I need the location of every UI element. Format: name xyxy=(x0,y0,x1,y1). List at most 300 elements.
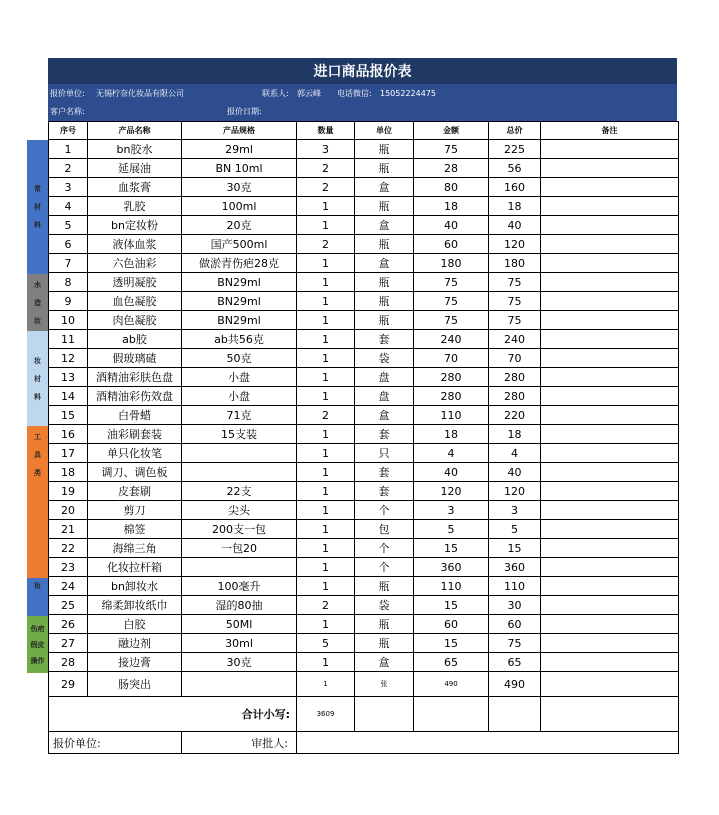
table-row xyxy=(49,634,679,653)
unit[interactable]: 盒 xyxy=(355,178,414,197)
column-header: 总价 xyxy=(489,122,541,140)
category-tools xyxy=(27,426,48,578)
product-name[interactable]: 调刀、调色板 xyxy=(88,463,182,482)
row-number[interactable]: 20 xyxy=(49,501,88,520)
unit-price[interactable]: 240 xyxy=(414,330,489,349)
row-number[interactable]: 17 xyxy=(49,444,88,463)
line-total[interactable]: 220 xyxy=(489,406,541,425)
category-char: 常 xyxy=(34,185,41,193)
category-char: 假皮 xyxy=(30,640,45,649)
product-name[interactable]: 液体血浆 xyxy=(88,235,182,254)
table-row xyxy=(49,539,679,558)
remark[interactable] xyxy=(541,634,679,653)
unit-price[interactable]: 40 xyxy=(414,216,489,235)
phone-value[interactable]: 15052224475 xyxy=(380,89,436,98)
product-name[interactable]: 油彩刷套装 xyxy=(88,425,182,444)
line-total[interactable]: 225 xyxy=(489,140,541,159)
remark[interactable] xyxy=(541,463,679,482)
product-name[interactable]: 接边膏 xyxy=(88,653,182,672)
unit-price[interactable]: 120 xyxy=(414,482,489,501)
quantity[interactable]: 1 xyxy=(297,216,355,235)
unit-price[interactable]: 280 xyxy=(414,387,489,406)
product-name[interactable]: 化妆拉杆箱 xyxy=(88,558,182,577)
table-row xyxy=(49,387,679,406)
unit[interactable]: 袋 xyxy=(355,596,414,615)
product-name[interactable]: 棉签 xyxy=(88,520,182,539)
row-number[interactable]: 13 xyxy=(49,368,88,387)
unit-price[interactable]: 28 xyxy=(414,159,489,178)
product-spec[interactable]: 29ml xyxy=(182,140,297,159)
category-char: 材 xyxy=(34,374,41,383)
unit[interactable]: 瓶 xyxy=(355,311,414,330)
quantity[interactable]: 1 xyxy=(297,273,355,292)
product-spec[interactable]: 200支一包 xyxy=(182,520,297,539)
quantity[interactable]: 3 xyxy=(297,140,355,159)
table-header-row xyxy=(49,122,679,140)
remark[interactable] xyxy=(541,197,679,216)
quantity[interactable]: 1 xyxy=(297,197,355,216)
line-total[interactable]: 60 xyxy=(489,615,541,634)
quantity[interactable]: 1 xyxy=(297,615,355,634)
product-name[interactable]: ab胶 xyxy=(88,330,182,349)
remark[interactable] xyxy=(541,140,679,159)
row-number[interactable]: 16 xyxy=(49,425,88,444)
category-scar-skin xyxy=(27,616,48,673)
unit-price[interactable]: 280 xyxy=(414,368,489,387)
table-row xyxy=(49,615,679,634)
product-name[interactable]: 透明凝胶 xyxy=(88,273,182,292)
remark[interactable] xyxy=(541,216,679,235)
unit-price[interactable]: 3 xyxy=(414,501,489,520)
quantity[interactable]: 2 xyxy=(297,159,355,178)
unit-price[interactable]: 18 xyxy=(414,425,489,444)
remark[interactable] xyxy=(541,501,679,520)
line-total[interactable]: 18 xyxy=(489,197,541,216)
product-name[interactable]: 融边剂 xyxy=(88,634,182,653)
line-total[interactable]: 75 xyxy=(489,634,541,653)
remark[interactable] xyxy=(541,330,679,349)
product-spec[interactable]: 湿的80抽 xyxy=(182,596,297,615)
unit[interactable]: 套 xyxy=(355,482,414,501)
row-number[interactable]: 27 xyxy=(49,634,88,653)
unit-price[interactable]: 80 xyxy=(414,178,489,197)
quantity[interactable]: 1 xyxy=(297,672,355,697)
quantity[interactable]: 5 xyxy=(297,634,355,653)
unit[interactable]: 瓶 xyxy=(355,273,414,292)
unit[interactable]: 盒 xyxy=(355,653,414,672)
unit[interactable]: 盘 xyxy=(355,387,414,406)
quantity[interactable]: 1 xyxy=(297,311,355,330)
line-total[interactable]: 120 xyxy=(489,235,541,254)
line-total[interactable]: 3 xyxy=(489,501,541,520)
column-header: 单位 xyxy=(355,122,414,140)
info-row-company xyxy=(48,84,677,103)
unit-price[interactable]: 15 xyxy=(414,539,489,558)
row-number[interactable]: 22 xyxy=(49,539,88,558)
line-total[interactable]: 280 xyxy=(489,387,541,406)
quantity[interactable]: 1 xyxy=(297,501,355,520)
unit-price[interactable]: 15 xyxy=(414,596,489,615)
table-row xyxy=(49,159,679,178)
product-spec[interactable]: 做淤青伤疤28克 xyxy=(182,254,297,273)
table-row xyxy=(49,672,679,697)
unit-price[interactable]: 40 xyxy=(414,463,489,482)
product-name[interactable]: 血色凝胶 xyxy=(88,292,182,311)
contact-label: 联系人: xyxy=(262,89,289,98)
unit[interactable]: 瓶 xyxy=(355,197,414,216)
product-name[interactable]: 假玻璃碴 xyxy=(88,349,182,368)
row-number[interactable]: 19 xyxy=(49,482,88,501)
empty-cell[interactable] xyxy=(414,697,489,732)
quote-unit-value[interactable]: 无锡柠奈化妆品有限公司 xyxy=(96,89,184,98)
unit[interactable]: 瓶 xyxy=(355,292,414,311)
table-row xyxy=(49,330,679,349)
category-char: 料 xyxy=(34,221,41,229)
product-spec[interactable]: 20克 xyxy=(182,216,297,235)
quote-table xyxy=(48,121,679,754)
sheet-title: 进口商品报价表 xyxy=(48,58,677,84)
product-spec[interactable]: 71克 xyxy=(182,406,297,425)
line-total[interactable]: 40 xyxy=(489,463,541,482)
row-number[interactable]: 11 xyxy=(49,330,88,349)
row-number[interactable]: 26 xyxy=(49,615,88,634)
unit[interactable]: 个 xyxy=(355,539,414,558)
quantity[interactable]: 1 xyxy=(297,463,355,482)
remark[interactable] xyxy=(541,482,679,501)
product-spec[interactable]: 15支装 xyxy=(182,425,297,444)
category-char: 水 xyxy=(34,280,41,289)
table-row xyxy=(49,368,679,387)
product-name[interactable]: 海绵三角 xyxy=(88,539,182,558)
quantity[interactable]: 1 xyxy=(297,349,355,368)
empty-cell[interactable] xyxy=(355,697,414,732)
footer-row xyxy=(49,732,679,754)
line-total[interactable]: 490 xyxy=(489,672,541,697)
unit[interactable]: 瓶 xyxy=(355,634,414,653)
remark[interactable] xyxy=(541,653,679,672)
line-total[interactable]: 15 xyxy=(489,539,541,558)
product-spec[interactable] xyxy=(182,672,297,697)
row-number[interactable]: 6 xyxy=(49,235,88,254)
phone-label: 电话微信: xyxy=(337,89,372,98)
footer-approver-value[interactable] xyxy=(297,732,679,754)
quote-unit-label: 报价单位: xyxy=(50,89,85,98)
line-total[interactable]: 75 xyxy=(489,292,541,311)
remark[interactable] xyxy=(541,406,679,425)
footer-quote-unit-label: 报价单位: xyxy=(49,732,182,754)
quantity[interactable]: 2 xyxy=(297,235,355,254)
product-spec[interactable]: 小盘 xyxy=(182,368,297,387)
remark[interactable] xyxy=(541,254,679,273)
customer-label: 客户名称: xyxy=(50,107,85,116)
product-spec[interactable]: BN 10ml xyxy=(182,159,297,178)
unit[interactable]: 个 xyxy=(355,558,414,577)
row-number[interactable]: 12 xyxy=(49,349,88,368)
product-spec[interactable] xyxy=(182,444,297,463)
row-number[interactable]: 21 xyxy=(49,520,88,539)
row-number[interactable]: 14 xyxy=(49,387,88,406)
unit[interactable]: 瓶 xyxy=(355,577,414,596)
table-row xyxy=(49,235,679,254)
quantity[interactable]: 1 xyxy=(297,330,355,349)
line-total[interactable]: 70 xyxy=(489,349,541,368)
quantity[interactable]: 1 xyxy=(297,254,355,273)
unit-price[interactable]: 5 xyxy=(414,520,489,539)
footer-approver-label: 审批人: xyxy=(182,732,297,754)
remark[interactable] xyxy=(541,444,679,463)
unit-price[interactable]: 18 xyxy=(414,197,489,216)
remark[interactable] xyxy=(541,368,679,387)
category-char: 造 xyxy=(34,298,41,307)
quantity[interactable]: 1 xyxy=(297,444,355,463)
remark[interactable] xyxy=(541,235,679,254)
unit[interactable]: 张 xyxy=(355,672,414,697)
category-makeup-materials xyxy=(27,331,48,426)
quantity[interactable]: 1 xyxy=(297,539,355,558)
unit[interactable]: 盒 xyxy=(355,216,414,235)
product-spec[interactable]: 100ml xyxy=(182,197,297,216)
quantity[interactable]: 1 xyxy=(297,482,355,501)
row-number[interactable]: 7 xyxy=(49,254,88,273)
unit[interactable]: 瓶 xyxy=(355,159,414,178)
row-number[interactable]: 23 xyxy=(49,558,88,577)
subtotal-label: 合计小写: xyxy=(49,697,297,732)
product-spec[interactable]: 30克 xyxy=(182,178,297,197)
quantity[interactable]: 1 xyxy=(297,558,355,577)
category-char: 妆 xyxy=(34,316,41,325)
quantity[interactable]: 1 xyxy=(297,520,355,539)
line-total[interactable]: 75 xyxy=(489,273,541,292)
unit[interactable]: 只 xyxy=(355,444,414,463)
quantity[interactable]: 1 xyxy=(297,387,355,406)
category-char: 类 xyxy=(34,469,41,477)
unit-price[interactable]: 180 xyxy=(414,254,489,273)
unit[interactable]: 盒 xyxy=(355,406,414,425)
table-row xyxy=(49,216,679,235)
table-row xyxy=(49,501,679,520)
row-number[interactable]: 4 xyxy=(49,197,88,216)
line-total[interactable]: 75 xyxy=(489,311,541,330)
unit-price[interactable]: 75 xyxy=(414,140,489,159)
row-number[interactable]: 18 xyxy=(49,463,88,482)
product-name[interactable]: 单只化妆笔 xyxy=(88,444,182,463)
unit-price[interactable]: 110 xyxy=(414,406,489,425)
product-name[interactable]: 酒精油彩肤色盘 xyxy=(88,368,182,387)
line-total[interactable]: 18 xyxy=(489,425,541,444)
product-spec[interactable] xyxy=(182,463,297,482)
product-spec[interactable]: 30ml xyxy=(182,634,297,653)
product-name[interactable]: 六色油彩 xyxy=(88,254,182,273)
remark[interactable] xyxy=(541,615,679,634)
table-row xyxy=(49,596,679,615)
quote-date-label: 报价日期: xyxy=(227,107,262,116)
table-row xyxy=(49,254,679,273)
table-row xyxy=(49,520,679,539)
remark[interactable] xyxy=(541,292,679,311)
product-spec[interactable]: 100毫升 xyxy=(182,577,297,596)
row-number[interactable]: 15 xyxy=(49,406,88,425)
product-name[interactable]: 乳胶 xyxy=(88,197,182,216)
product-spec[interactable]: 一包20 xyxy=(182,539,297,558)
table-row xyxy=(49,653,679,672)
empty-cell[interactable] xyxy=(489,697,541,732)
table-row xyxy=(49,292,679,311)
line-total[interactable]: 40 xyxy=(489,216,541,235)
row-number[interactable]: 29 xyxy=(49,672,88,697)
quantity[interactable]: 1 xyxy=(297,577,355,596)
line-total[interactable]: 280 xyxy=(489,368,541,387)
product-spec[interactable]: 50克 xyxy=(182,349,297,368)
quantity[interactable]: 1 xyxy=(297,653,355,672)
quantity[interactable]: 2 xyxy=(297,178,355,197)
product-spec[interactable]: 尖头 xyxy=(182,501,297,520)
row-number[interactable]: 1 xyxy=(49,140,88,159)
row-number[interactable]: 9 xyxy=(49,292,88,311)
product-spec[interactable]: 50Ml xyxy=(182,615,297,634)
product-name[interactable]: 白胶 xyxy=(88,615,182,634)
product-name[interactable]: 肠突出 xyxy=(88,672,182,697)
unit[interactable]: 瓶 xyxy=(355,615,414,634)
line-total[interactable]: 56 xyxy=(489,159,541,178)
remark[interactable] xyxy=(541,159,679,178)
line-total[interactable]: 120 xyxy=(489,482,541,501)
product-spec[interactable] xyxy=(182,558,297,577)
category-char: 具 xyxy=(34,451,41,459)
product-spec[interactable]: 22支 xyxy=(182,482,297,501)
product-spec[interactable]: 小盘 xyxy=(182,387,297,406)
unit-price[interactable]: 75 xyxy=(414,273,489,292)
product-name[interactable]: 血浆膏 xyxy=(88,178,182,197)
info-row-customer xyxy=(48,103,677,121)
remark[interactable] xyxy=(541,577,679,596)
unit[interactable]: 瓶 xyxy=(355,235,414,254)
row-number[interactable]: 28 xyxy=(49,653,88,672)
table-row xyxy=(49,444,679,463)
unit-price[interactable]: 60 xyxy=(414,615,489,634)
line-total[interactable]: 360 xyxy=(489,558,541,577)
product-spec[interactable]: BN29ml xyxy=(182,292,297,311)
contact-value[interactable]: 郭云峰 xyxy=(297,89,321,98)
quantity[interactable]: 2 xyxy=(297,596,355,615)
product-name[interactable]: 皮套刷 xyxy=(88,482,182,501)
line-total[interactable]: 65 xyxy=(489,653,541,672)
product-name[interactable]: 延展油 xyxy=(88,159,182,178)
remark[interactable] xyxy=(541,596,679,615)
unit-price[interactable]: 60 xyxy=(414,235,489,254)
table-row xyxy=(49,558,679,577)
line-total[interactable]: 30 xyxy=(489,596,541,615)
table-row xyxy=(49,349,679,368)
product-name[interactable]: bn卸妆水 xyxy=(88,577,182,596)
unit[interactable]: 个 xyxy=(355,501,414,520)
column-header: 数量 xyxy=(297,122,355,140)
product-name[interactable]: 酒精油彩伤效盘 xyxy=(88,387,182,406)
unit[interactable]: 瓶 xyxy=(355,140,414,159)
unit-price[interactable]: 490 xyxy=(414,672,489,697)
row-number[interactable]: 8 xyxy=(49,273,88,292)
product-spec[interactable]: 30克 xyxy=(182,653,297,672)
row-number[interactable]: 2 xyxy=(49,159,88,178)
unit[interactable]: 包 xyxy=(355,520,414,539)
unit-price[interactable]: 75 xyxy=(414,311,489,330)
column-header: 产品规格 xyxy=(182,122,297,140)
product-spec[interactable]: BN29ml xyxy=(182,311,297,330)
unit-price[interactable]: 75 xyxy=(414,292,489,311)
row-number[interactable]: 5 xyxy=(49,216,88,235)
unit-price[interactable]: 110 xyxy=(414,577,489,596)
product-name[interactable]: 剪刀 xyxy=(88,501,182,520)
row-number[interactable]: 10 xyxy=(49,311,88,330)
unit-price[interactable]: 360 xyxy=(414,558,489,577)
remark[interactable] xyxy=(541,425,679,444)
unit[interactable]: 套 xyxy=(355,330,414,349)
table-row xyxy=(49,140,679,159)
remark[interactable] xyxy=(541,178,679,197)
unit[interactable]: 套 xyxy=(355,425,414,444)
category-char: 材 xyxy=(34,203,41,211)
remark[interactable] xyxy=(541,520,679,539)
unit-price[interactable]: 65 xyxy=(414,653,489,672)
unit-price[interactable]: 70 xyxy=(414,349,489,368)
category-removal xyxy=(27,578,48,616)
category-char: 操作 xyxy=(30,656,45,665)
line-total[interactable]: 240 xyxy=(489,330,541,349)
line-total[interactable]: 180 xyxy=(489,254,541,273)
remark[interactable] xyxy=(541,311,679,330)
quantity[interactable]: 1 xyxy=(297,292,355,311)
product-spec[interactable]: BN29ml xyxy=(182,273,297,292)
quantity[interactable]: 1 xyxy=(297,368,355,387)
row-number[interactable]: 25 xyxy=(49,596,88,615)
remark[interactable] xyxy=(541,558,679,577)
unit[interactable]: 套 xyxy=(355,463,414,482)
category-char: 伤疤 xyxy=(30,624,45,633)
row-number[interactable]: 24 xyxy=(49,577,88,596)
line-total[interactable]: 110 xyxy=(489,577,541,596)
row-number[interactable]: 3 xyxy=(49,178,88,197)
column-header: 产品名称 xyxy=(88,122,182,140)
unit[interactable]: 袋 xyxy=(355,349,414,368)
remark[interactable] xyxy=(541,273,679,292)
remark[interactable] xyxy=(541,387,679,406)
subtotal-value[interactable]: 3609 xyxy=(297,697,355,732)
product-name[interactable]: 肉色凝胶 xyxy=(88,311,182,330)
empty-cell[interactable] xyxy=(541,697,679,732)
product-name[interactable]: bn胶水 xyxy=(88,140,182,159)
category-char: 妆 xyxy=(34,356,41,365)
remark[interactable] xyxy=(541,539,679,558)
unit[interactable]: 盒 xyxy=(355,254,414,273)
product-spec[interactable]: ab共56克 xyxy=(182,330,297,349)
line-total[interactable]: 4 xyxy=(489,444,541,463)
quantity[interactable]: 1 xyxy=(297,425,355,444)
remark[interactable] xyxy=(541,672,679,697)
product-name[interactable]: 绵柔卸妆纸巾 xyxy=(88,596,182,615)
product-name[interactable]: bn定妆粉 xyxy=(88,216,182,235)
table-row xyxy=(49,463,679,482)
quantity[interactable]: 2 xyxy=(297,406,355,425)
category-water-effects xyxy=(27,274,48,331)
unit[interactable]: 盘 xyxy=(355,368,414,387)
line-total[interactable]: 5 xyxy=(489,520,541,539)
line-total[interactable]: 160 xyxy=(489,178,541,197)
unit-price[interactable]: 4 xyxy=(414,444,489,463)
unit-price[interactable]: 15 xyxy=(414,634,489,653)
table-row xyxy=(49,577,679,596)
remark[interactable] xyxy=(541,349,679,368)
product-name[interactable]: 白骨蜡 xyxy=(88,406,182,425)
product-spec[interactable]: 国产500ml xyxy=(182,235,297,254)
